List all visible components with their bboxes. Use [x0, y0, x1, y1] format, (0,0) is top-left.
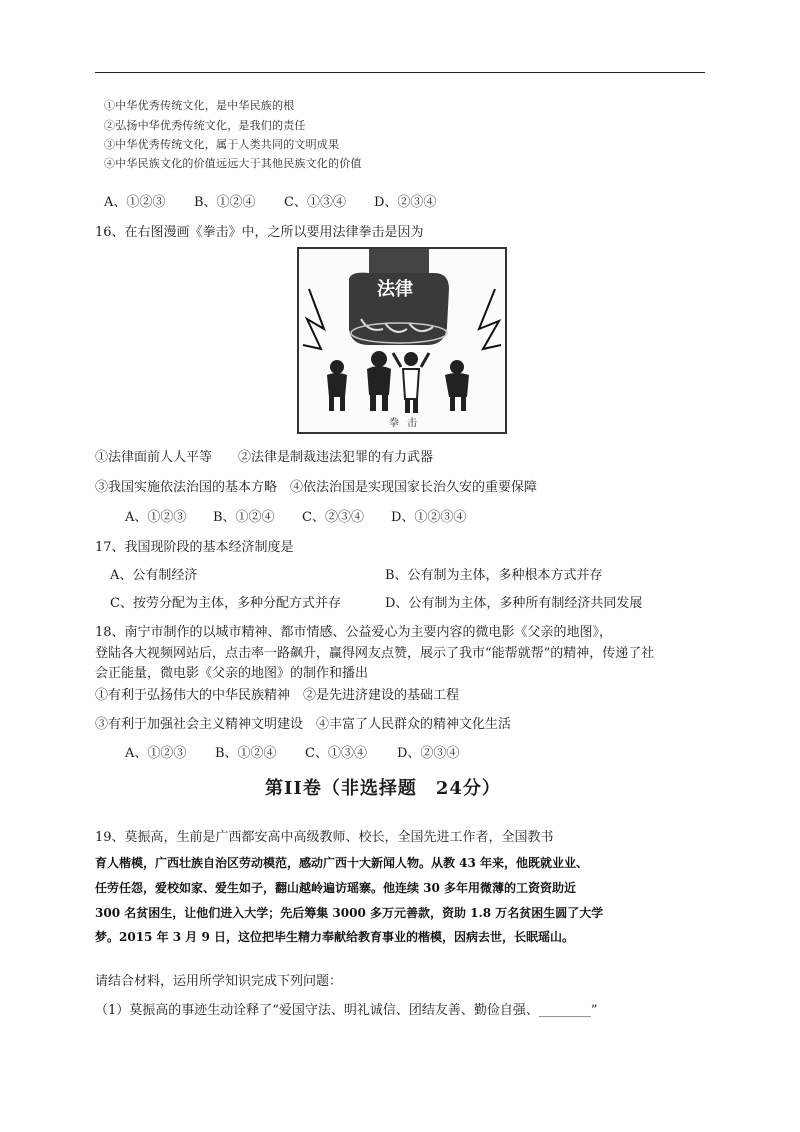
prev-option-b: B、①②④: [194, 195, 256, 210]
q16-option-c: C、②③④: [302, 510, 364, 525]
header-rule: [95, 72, 705, 73]
prev-option-c: C、①③④: [284, 195, 346, 210]
q19-instruction: 请结合材料，运用所学知识完成下列问题：: [95, 974, 343, 989]
prev-statement: ③中华优秀传统文化，属于人类共同的文明成果: [104, 138, 340, 151]
q18-option-b: B、①②④: [215, 746, 277, 761]
q19-material: 育人楷模，广西壮族自治区劳动模范，感动广西十大新闻人物。从教 43 年来，他既就业业、: [95, 856, 589, 870]
q17-option-d: D、公有制为主体，多种所有制经济共同发展: [385, 596, 643, 611]
q18-statements: ①有利于弘扬伟大的中华民族精神 ②是先进济建设的基础工程: [95, 688, 460, 703]
q17-option-b: B、公有制为主体，多种根本方式并存: [385, 568, 603, 583]
q18-stem: 登陆各大视频网站后，点击率一路飙升，赢得网友点赞，展示了我市“能帮就帮”的精神，传递了社: [95, 646, 655, 661]
impact-right: [479, 289, 501, 349]
impact-left: [303, 289, 324, 349]
q16-statements: ③我国实施依法治国的基本方略 ④依法治国是实现国家长治久安的重要保障: [95, 480, 538, 495]
q19-material: 300 名贫困生，让他们进入大学；先后筹集 3000 多万元善款，资助 1.8 万名贫困生圆了大学: [95, 906, 604, 920]
q18-stem: 会正能量，微电影《父亲的地图》的制作和播出: [95, 666, 369, 681]
prev-statement: ④中华民族文化的价值远远大于其他民族文化的价值: [104, 157, 362, 170]
q19-material: 梦。2015 年 3 月 9 日，这位把毕生精力奉献给教育事业的楷模，因病去世，长眠瑶山。: [95, 930, 574, 944]
q16-stem: 16、在右图漫画《拳击》中，之所以要用法律拳击是因为: [95, 225, 424, 240]
prev-option-a: A、①②③: [104, 195, 166, 210]
q16-statements: ①法律面前人人平等 ②法律是制裁违法犯罪的有力武器: [95, 450, 434, 465]
q19-stem: 19、莫振高，生前是广西都安高中高级教师、校长，全国先进工作者，全国教书: [95, 830, 554, 845]
cartoon-caption: 拳击: [389, 418, 425, 429]
part2-heading: 第II卷（非选择题 24分）: [265, 778, 501, 799]
prev-statement: ②弘扬中华优秀传统文化，是我们的责任: [104, 119, 306, 132]
arm-shape: [369, 249, 429, 277]
prev-option-d: D、②③④: [374, 195, 437, 210]
q16-option-b: B、①②④: [213, 510, 275, 525]
q19-subquestion-1: （1）莫振高的事迹生动诠释了“爱国守法、明礼诚信、团结友善、勤俭自强、________”: [95, 1003, 598, 1018]
figures: [327, 351, 469, 413]
q16-option-a: A、①②③: [125, 510, 187, 525]
q16-option-d: D、①②③④: [391, 510, 467, 525]
q17-option-c: C、按劳分配为主体，多种分配方式并存: [110, 596, 341, 611]
q18-stem: 18、南宁市制作的以城市精神、都市情感、公益爱心为主要内容的微电影《父亲的地图》，: [95, 625, 613, 640]
prev-statement: ①中华优秀传统文化，是中华民族的根: [104, 99, 295, 112]
q18-option-d: D、②③④: [397, 746, 460, 761]
boxing-cartoon: [297, 247, 507, 434]
q19-material: 任劳任怨，爱校如家、爱生如子，翻山越岭遍访瑶寨。他连续 30 多年用微薄的工资资助近: [95, 881, 577, 895]
q18-option-a: A、①②③: [125, 746, 187, 761]
q17-option-a: A、公有制经济: [110, 568, 198, 583]
q17-stem: 17、我国现阶段的基本经济制度是: [95, 540, 294, 555]
q18-statements: ③有利于加强社会主义精神文明建设 ④丰富了人民群众的精神文化生活: [95, 717, 512, 732]
fist-label: 法律: [377, 279, 413, 300]
q18-option-c: C、①③④: [305, 746, 367, 761]
